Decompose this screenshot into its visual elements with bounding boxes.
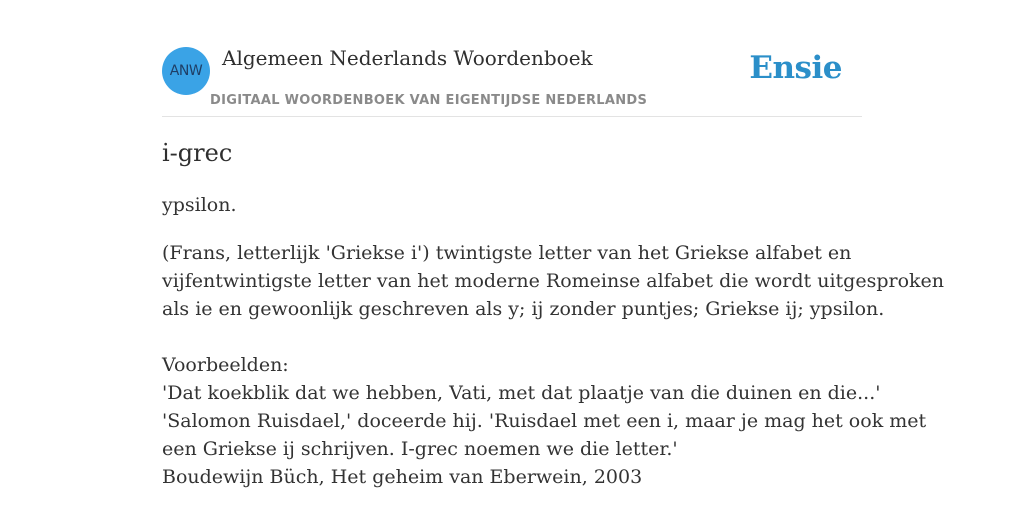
site-header <box>162 40 862 117</box>
definition-body <box>162 239 945 491</box>
example-line: 'Salomon Ruisdael,' doceerde hij. 'Ruisdael met een i, maar je mag het ook met <box>162 410 927 432</box>
citation: Boudewijn Büch, Het geheim van Eberwein, 2003 <box>162 466 643 488</box>
definition-line: als ie en gewoonlijk geschreven als y; ij zonder puntjes; Griekse ij; ypsilon. <box>162 298 885 320</box>
short-definition: ypsilon. <box>162 194 237 216</box>
logo-text: ANW <box>169 63 203 79</box>
definition-line: vijfentwintigste letter van het moderne Romeinse alfabet die wordt uitgesproken <box>162 270 945 292</box>
anw-logo[interactable] <box>162 47 210 95</box>
paragraph-spacer <box>162 323 862 351</box>
definition-line: (Frans, letterlijk 'Griekse i') twintigste letter van het Griekse alfabet en <box>162 242 852 264</box>
examples-label: Voorbeelden: <box>162 354 289 376</box>
example-line: een Griekse ij schrijven. I-grec noemen we die letter.' <box>162 438 678 460</box>
source-title[interactable]: Algemeen Nederlands Woordenboek <box>222 46 593 70</box>
example-line: 'Dat koekblik dat we hebben, Vati, met dat plaatje van die duinen en die...' <box>162 382 881 404</box>
source-subtitle: DIGITAAL WOORDENBOEK VAN EIGENTIJDSE NEDERLANDS <box>210 93 648 108</box>
entry-headword: i-grec <box>162 139 233 167</box>
ensie-brand-link[interactable]: Ensie <box>749 50 842 86</box>
